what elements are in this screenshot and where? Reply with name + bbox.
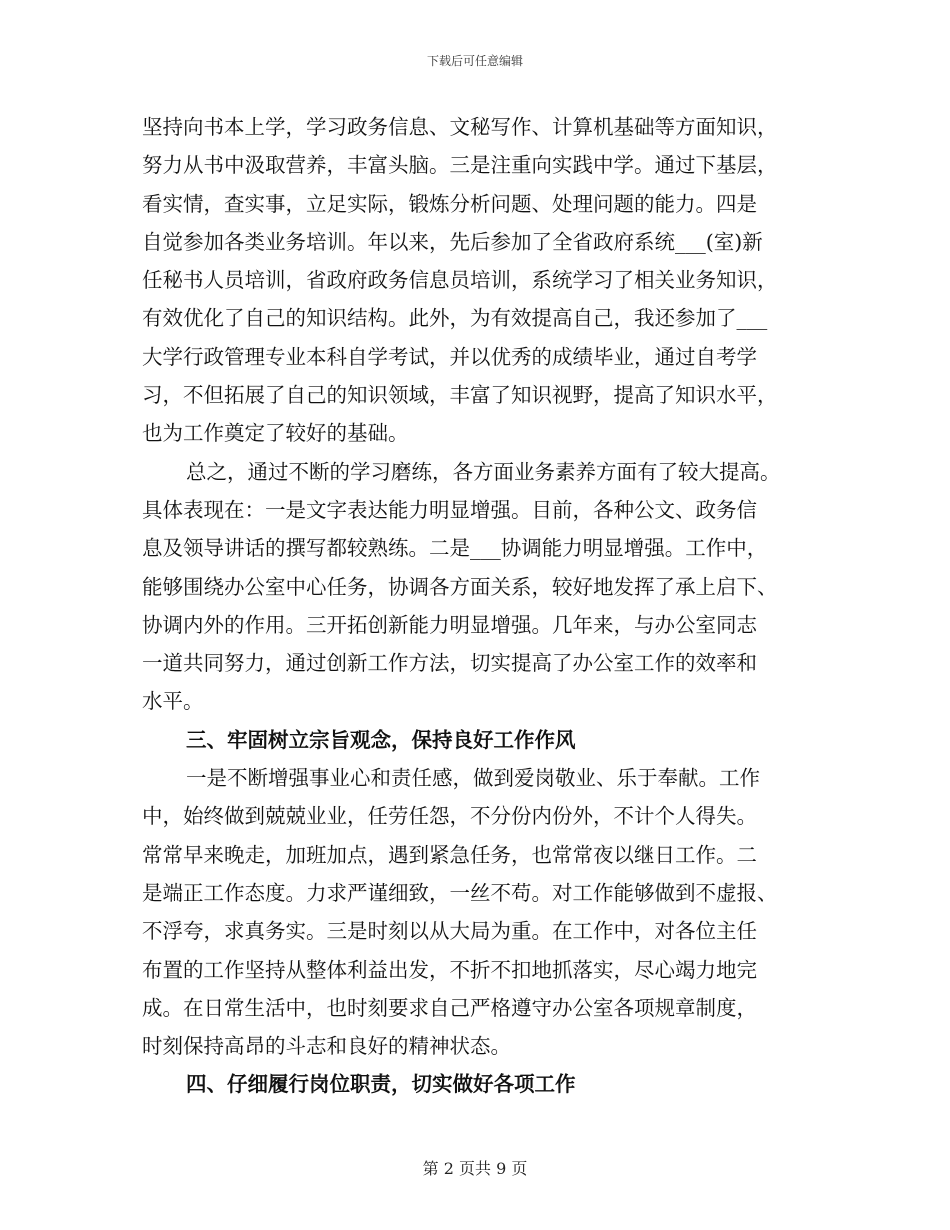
body-line: 常常早来晚走，加班加点，遇到紧急任务，也常常夜以继日工作。二 [142,842,757,867]
body-line: 不浮夸，求真务实。三是时刻以从大局为重。在工作中，对各位主任 [142,919,757,944]
body-line: 协调内外的作用。三开拓创新能力明显增强。几年来，与办公室同志 [142,612,757,637]
body-line: 看实情，查实事，立足实际，锻炼分析问题、处理问题的能力。四是 [142,191,757,216]
body-line: 总之，通过不断的学习磨练，各方面业务素养方面有了较大提高。 [186,459,781,484]
body-line: 具体表现在：一是文字表达能力明显增强。目前，各种公文、政务信 [142,497,757,522]
body-line: 有效优化了自己的知识结构。此外，为有效提高自己，我还参加了___ [142,306,768,331]
body-line: 成。在日常生活中，也时刻要求自己严格遵守办公室各项规章制度， [142,995,757,1020]
section-heading: 三、牢固树立宗旨观念，保持良好工作作风 [186,727,576,752]
body-line: 时刻保持高昂的斗志和良好的精神状态。 [142,1034,511,1059]
document-body [142,108,812,1104]
body-line: 一是不断增强事业心和责任感，做到爱岗敬业、乐于奉献。工作 [186,766,760,791]
page-header: 下载后可任意编辑 [426,54,523,68]
body-line: 能够围绕办公室中心任务，协调各方面关系，较好地发挥了承上启下、 [142,574,778,599]
body-line: 一道共同努力，通过创新工作方法，切实提高了办公室工作的效率和 [142,651,757,676]
body-line: 中，始终做到兢兢业业，任劳任怨，不分份内份外，不计个人得失。 [142,804,757,829]
body-line: 也为工作奠定了较好的基础。 [142,421,409,446]
body-line: 坚持向书本上学，学习政务信息、文秘写作、计算机基础等方面知识， [142,115,778,139]
body-line: 水平。 [142,689,204,714]
body-line: 息及领导讲话的撰写都较熟练。二是___协调能力明显增强。工作中， [142,536,768,561]
body-line: 布置的工作坚持从整体利益出发，不折不扣地抓落实，尽心竭力地完 [142,957,757,982]
body-line: 大学行政管理专业本科自学考试，并以优秀的成绩毕业，通过自考学 [142,344,757,369]
body-line: 努力从书中汲取营养，丰富头脑。三是注重向实践中学。通过下基层， [142,153,778,178]
body-line: 习，不但拓展了自己的知识领域，丰富了知识视野，提高了知识水平， [142,383,778,408]
body-line: 是端正工作态度。力求严谨细致，一丝不苟。对工作能够做到不虚报、 [142,880,778,905]
body-line: 自觉参加各类业务培训。年以来，先后参加了全省政府系统___(室)新 [142,229,763,254]
section-heading: 四、仔细履行岗位职责，切实做好各项工作 [186,1072,576,1097]
body-line: 任秘书人员培训，省政府政务信息员培训，系统学习了相关业务知识， [142,268,778,293]
page-footer: 第 2 页共 9 页 [422,1159,528,1178]
